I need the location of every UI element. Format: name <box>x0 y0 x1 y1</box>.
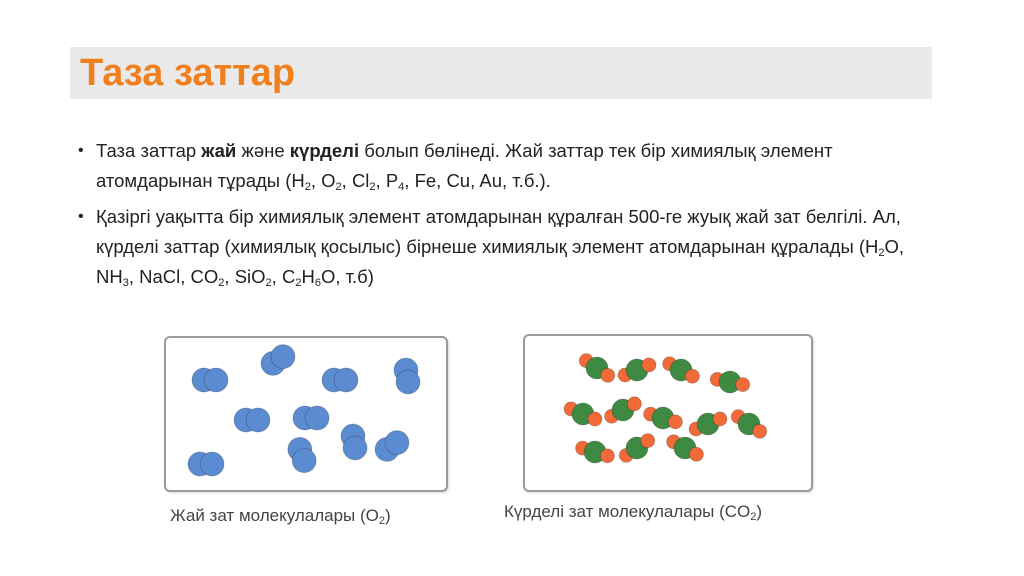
co2-oxygen-atom <box>685 369 699 383</box>
co2-oxygen-atom <box>641 434 655 448</box>
complex-caption-sub: 2 <box>750 511 757 523</box>
oxygen-atom <box>246 408 270 432</box>
oxygen-atom <box>305 406 329 430</box>
simple-caption-sub: 2 <box>378 515 385 527</box>
simple-molecules-diagram <box>166 338 446 490</box>
co2-oxygen-atom <box>713 412 727 426</box>
bullet-item-2 <box>78 202 938 292</box>
co2-oxygen-atom <box>601 368 615 382</box>
complex-molecules-diagram <box>525 336 811 490</box>
bullet-text-1: Таза заттар жай және күрделі болып бөлінеді. Жай заттар тек бір химиялық элемент атомдарынан тұрады ($H_2$, $O_2$, $Cl_2$, $P_4$, Fe, Cu, Au, т.б.). <box>96 140 833 193</box>
co2-oxygen-atom <box>600 449 614 463</box>
co2-oxygen-atom <box>668 415 682 429</box>
oxygen-atom <box>334 368 358 392</box>
oxygen-atom <box>396 370 420 394</box>
simple-caption <box>170 506 391 526</box>
title-bar <box>70 47 932 99</box>
complex-caption <box>504 502 762 522</box>
co2-oxygen-atom <box>627 397 641 411</box>
oxygen-atom <box>292 449 316 473</box>
co2-oxygen-atom <box>588 412 602 426</box>
oxygen-atom <box>271 345 295 369</box>
bullet-dot-icon: • <box>78 208 84 225</box>
bullet-text-2: Қазіргі уақытта бір химиялық элемент атомдарынан құралған 500-ге жуық жай зат белгілі. Ал, күрделі заттар (химиялық қосылыс) бірнеше химиялық элемент атомдарынан құралады ($H_2O$, $NH_3$, NaCl, $CO_2$, SiO$_2$, $C_2H_6O$, т.б) <box>96 206 905 289</box>
oxygen-atom <box>343 436 367 460</box>
complex-caption-text: Күрделі зат молекулалары (CO <box>504 502 751 521</box>
oxygen-atom <box>200 452 224 476</box>
simple-caption-text: Жай зат молекулалары (O <box>170 506 379 525</box>
oxygen-atom <box>385 431 409 455</box>
co2-oxygen-atom <box>689 447 703 461</box>
oxygen-atom <box>204 368 228 392</box>
complex-substance-panel <box>523 334 813 492</box>
bullet-item-1 <box>78 136 938 196</box>
co2-oxygen-atom <box>753 424 767 438</box>
simple-substance-panel <box>164 336 448 492</box>
slide-title: Таза заттар <box>80 52 296 94</box>
simple-caption-end: ) <box>385 506 391 525</box>
bullet-dot-icon: • <box>78 142 84 159</box>
complex-caption-end: ) <box>756 502 763 521</box>
co2-oxygen-atom <box>642 358 656 372</box>
bullet-list <box>78 136 938 298</box>
co2-oxygen-atom <box>736 378 750 392</box>
